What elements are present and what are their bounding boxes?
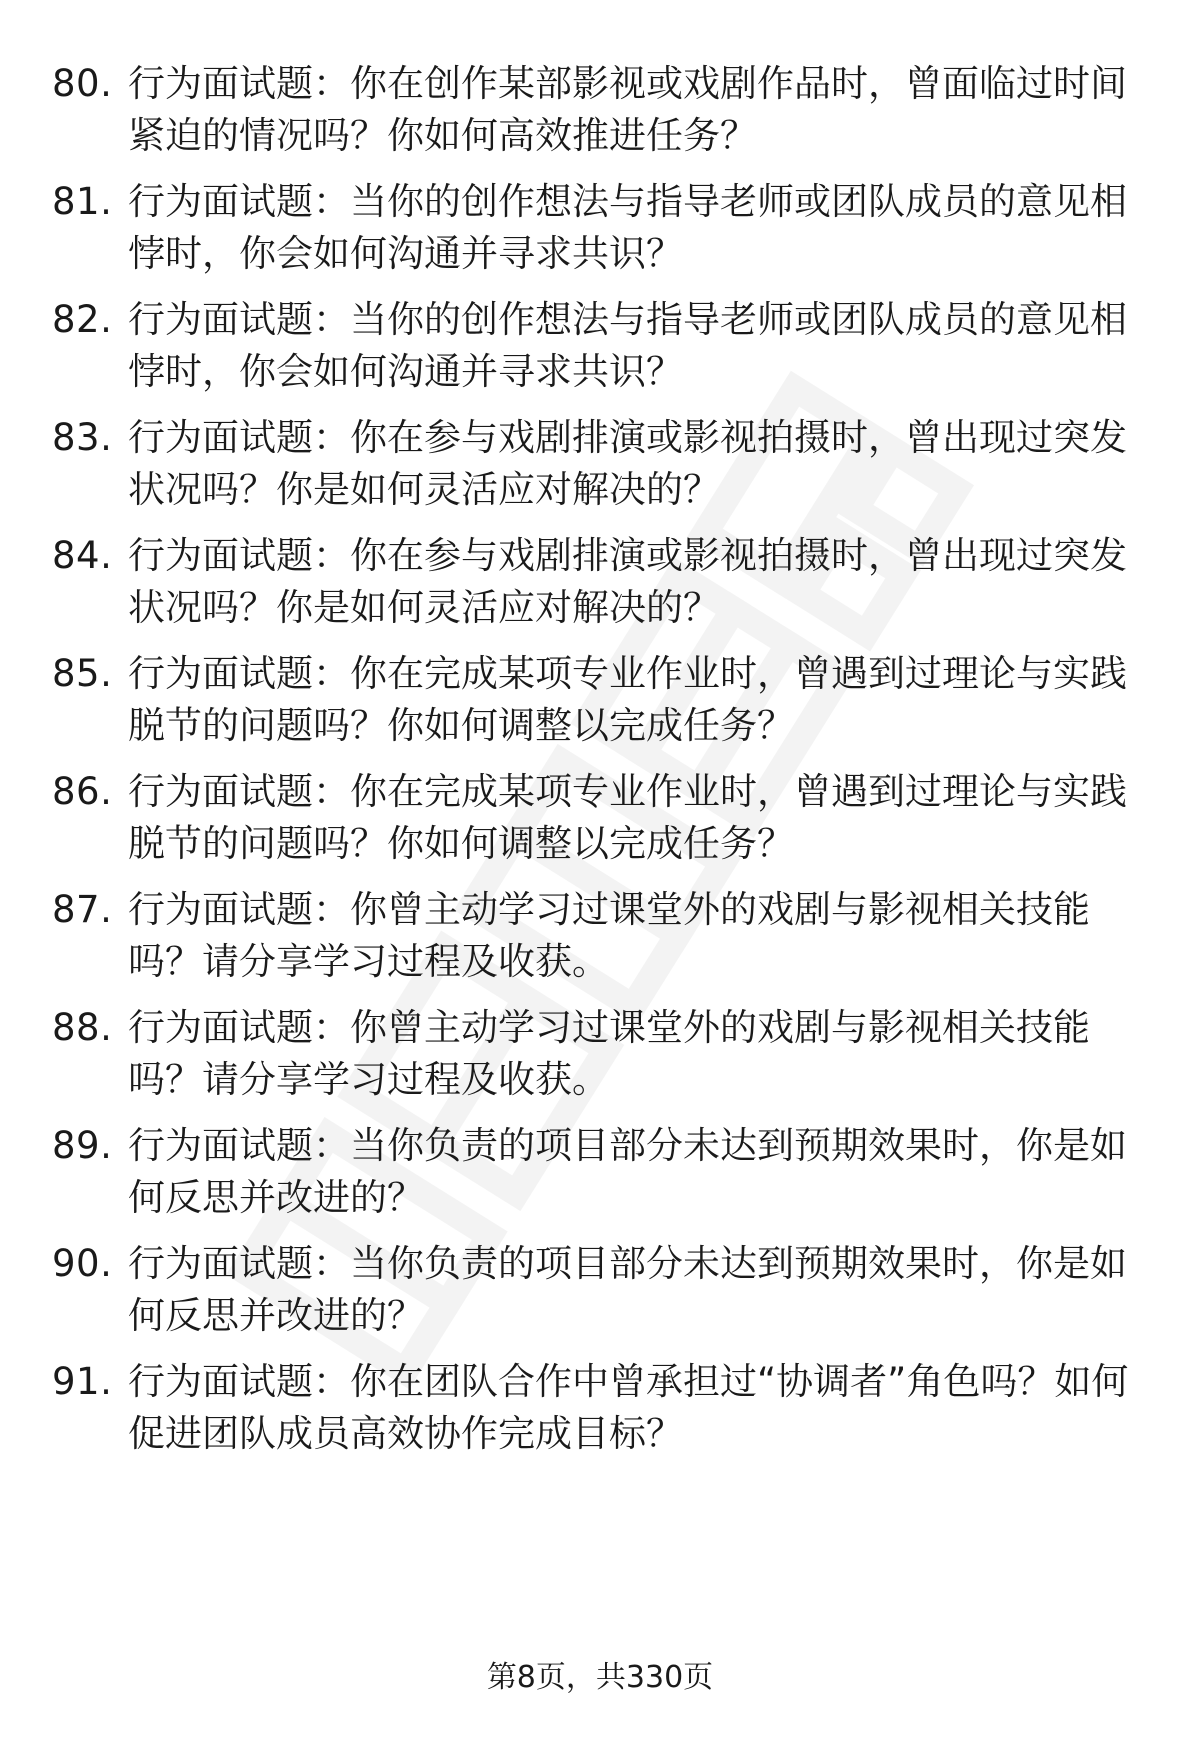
- question-text: 行为面试题：你在创作某部影视或戏剧作品时，曾面临过时间紧迫的情况吗？你如何高效推进任务？: [128, 62, 1127, 157]
- page-number-footer: 第8页，共330页: [486, 1660, 714, 1695]
- question-number: 90.: [52, 1242, 113, 1285]
- question-number: 89.: [52, 1124, 113, 1167]
- question-text: 行为面试题：你在参与戏剧排演或影视拍摄时，曾出现过突发状况吗？你是如何灵活应对解决的？: [128, 416, 1127, 511]
- question-number: 85.: [52, 652, 113, 695]
- question-number: 80.: [52, 62, 113, 105]
- question-number: 83.: [52, 416, 113, 459]
- question-number: 84.: [52, 534, 113, 577]
- question-number: 81.: [52, 180, 113, 223]
- question-text: 行为面试题：你曾主动学习过课堂外的戏剧与影视相关技能吗？请分享学习过程及收获。: [128, 888, 1090, 983]
- question-text: 行为面试题：你在团队合作中曾承担过“协调者”角色吗？如何促进团队成员高效协作完成目标？: [128, 1360, 1129, 1455]
- question-text: 行为面试题：你曾主动学习过课堂外的戏剧与影视相关技能吗？请分享学习过程及收获。: [128, 1006, 1090, 1101]
- question-text: 行为面试题：当你的创作想法与指导老师或团队成员的意见相悖时，你会如何沟通并寻求共识？: [128, 298, 1127, 393]
- question-number: 87.: [52, 888, 113, 931]
- question-text: 行为面试题：你在完成某项专业作业时，曾遇到过理论与实践脱节的问题吗？你如何调整以完成任务？: [128, 652, 1127, 747]
- question-text: 行为面试题：你在完成某项专业作业时，曾遇到过理论与实践脱节的问题吗？你如何调整以完成任务？: [128, 770, 1127, 865]
- question-text: 行为面试题：当你负责的项目部分未达到预期效果时，你是如何反思并改进的？: [128, 1242, 1127, 1337]
- question-number: 82.: [52, 298, 113, 341]
- question-text: 行为面试题：你在参与戏剧排演或影视拍摄时，曾出现过突发状况吗？你是如何灵活应对解决的？: [128, 534, 1127, 629]
- question-text: 行为面试题：当你负责的项目部分未达到预期效果时，你是如何反思并改进的？: [128, 1124, 1127, 1219]
- question-text: 行为面试题：当你的创作想法与指导老师或团队成员的意见相悖时，你会如何沟通并寻求共识？: [128, 180, 1127, 275]
- question-number: 86.: [52, 770, 113, 813]
- question-number: 88.: [52, 1006, 113, 1049]
- question-number: 91.: [52, 1360, 113, 1403]
